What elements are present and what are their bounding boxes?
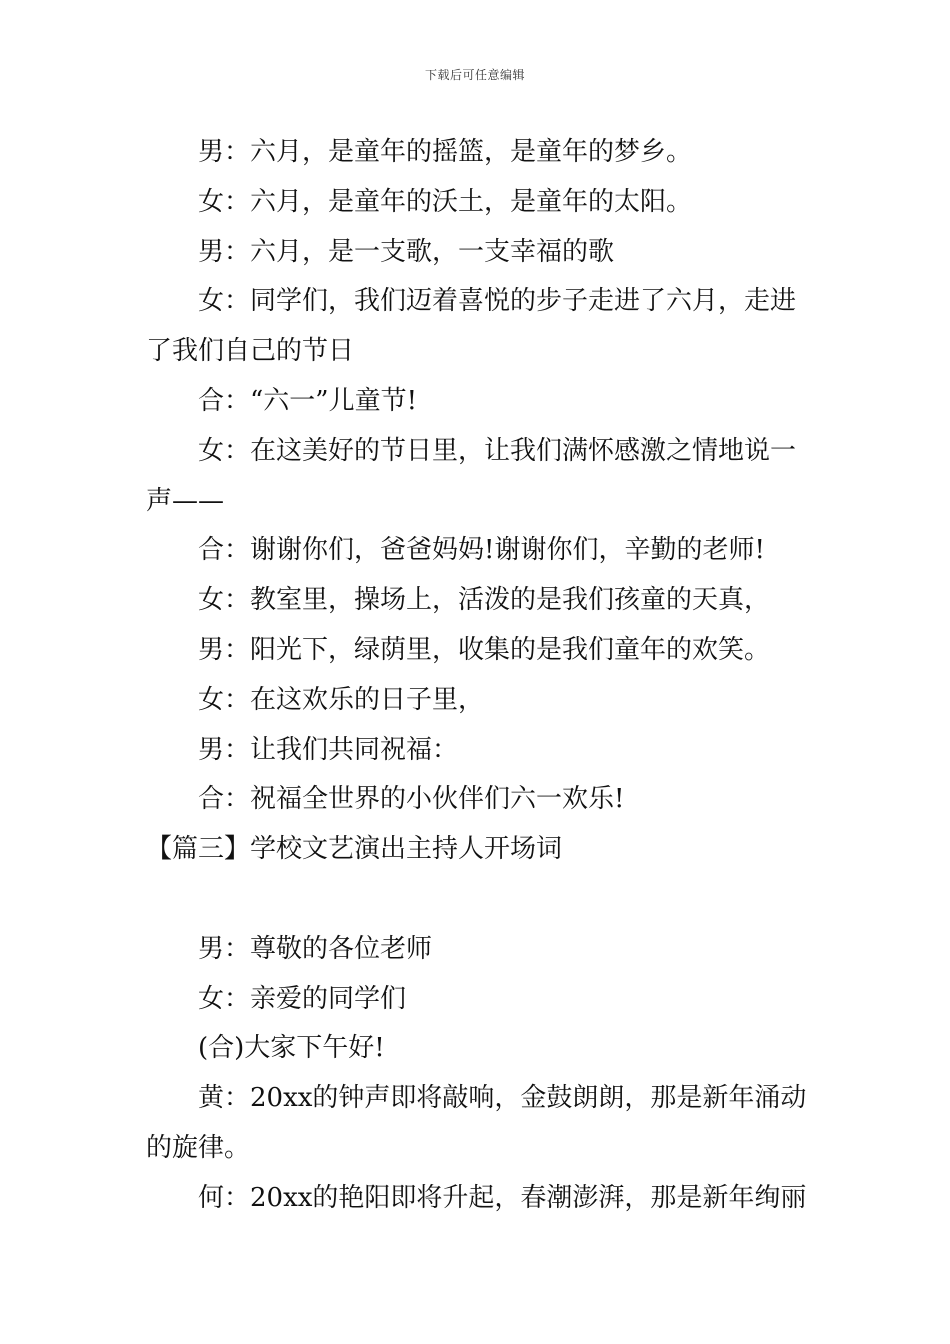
paragraph: 女：教室里，操场上，活泼的是我们孩童的天真，: [198, 585, 771, 616]
paragraph: 女：在这欢乐的日子里，: [198, 684, 485, 715]
paragraph: 男：阳光下，绿荫里，收集的是我们童年的欢笑。: [198, 634, 771, 665]
section-heading: 【篇三】学校文艺演出主持人开场词: [146, 834, 563, 865]
paragraph: 合：祝福全世界的小伙伴们六一欢乐!: [198, 784, 625, 815]
page-header: 下载后可任意编辑: [424, 68, 525, 82]
document-body: [146, 128, 808, 1224]
blank-line: [146, 875, 808, 925]
paragraph: 男：让我们共同祝福：: [198, 734, 459, 765]
paragraph: 女：同学们，我们迈着喜悦的步子走进了六月，走进了我们自己的节日: [146, 286, 797, 367]
paragraph: 合：谢谢你们，爸爸妈妈!谢谢你们，辛勤的老师!: [198, 535, 765, 566]
paragraph: 合：“六一”儿童节!: [198, 385, 418, 416]
paragraph: (合)大家下午好!: [198, 1033, 385, 1064]
paragraph: 男：六月，是童年的摇篮，是童年的梦乡。: [198, 137, 693, 167]
paragraph: 黄：20xx的钟声即将敲响，金鼓朗朗，那是新年涌动的旋律。: [146, 1083, 807, 1163]
paragraph: 女：亲爱的同学们: [198, 983, 407, 1014]
paragraph: 女：六月，是童年的沃土，是童年的太阳。: [198, 186, 693, 217]
paragraph: 何：20xx的艳阳即将升起，春潮澎湃，那是新年绚丽: [198, 1182, 807, 1213]
paragraph: 女：在这美好的节日里，让我们满怀感激之情地说一声——: [146, 435, 797, 516]
paragraph: 男：六月，是一支歌，一支幸福的歌: [198, 236, 615, 267]
paragraph: 男：尊敬的各位老师: [198, 933, 433, 964]
